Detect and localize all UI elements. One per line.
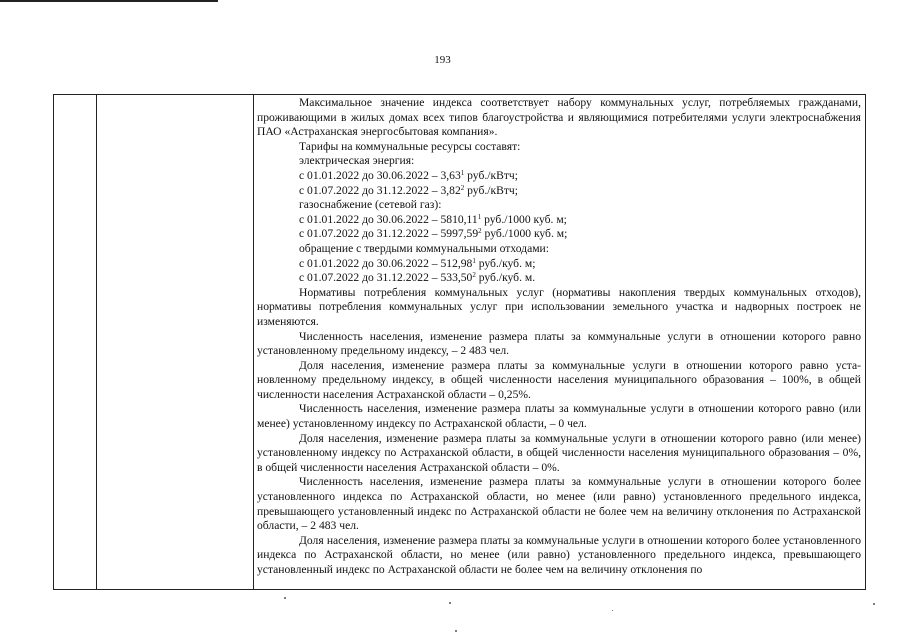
gas-tariff-h2: с 01.07.2022 до 31.12.2022 – 5997,59$^2$ руб./1000 куб. м; — [299, 227, 568, 241]
electricity-label: электрическая энергия: — [299, 154, 415, 168]
tariffs-intro: Тарифы на коммунальные ресурсы составят: — [299, 139, 521, 153]
share-equal-paragraph: Доля населения, изменение размера платы за коммунальные услуги в отношении которого равно установленному предельному индексу, в общей численности населения муниципального образования – 100%, в общей численности населения Астраханской области – 0,25%. — [257, 358, 861, 401]
scan-speck — [284, 597, 286, 599]
scan-speck — [455, 630, 457, 632]
population-above-paragraph: Численность населения, изменение размера платы за коммунальные услуги в отношении которого более установленного индекса по Астраханской области, но менее (или равно) установленного предельного индекса, превышающего установленный индекс по Астраханской области не более чем на величину отклонения по Астраханской области, – 2 483 чел. — [257, 475, 861, 533]
page-number: 193 — [434, 54, 451, 66]
waste-label: обращение с твердыми коммунальными отходами: — [299, 241, 549, 255]
norms-paragraph: Нормативы потребления коммунальных услуг (нормативы накопления твердых коммунальных отходов), нормативы потребления коммунальных услуг при использовании земельного участка и надворных построек не изменяются. — [257, 285, 861, 328]
share-above-paragraph: Доля населения, изменение размера платы за коммунальные услуги в отношении которого более установленного индекса по Астраханской области, но менее (или равно) установленного предельного индекса, превышающего установленный индекс по Астраханской области не более чем на величину отклонения по — [257, 533, 861, 576]
gas-label: газоснабжение (сетевой газ): — [299, 198, 442, 212]
column-divider — [253, 95, 254, 589]
scan-speck — [612, 610, 613, 611]
max-index-paragraph: Максимальное значение индекса соответствует набору коммунальных услуг, потребляемых гражданами, проживающими в жилых домах всех типов благоустройства и являющимися потребителями услуги электроснабжения ПАО «Астраханская энергосбытовая компания». — [257, 96, 861, 139]
scan-speck — [873, 603, 875, 605]
share-regional-paragraph: Доля населения, изменение размера платы за коммунальные услуги в отношении которого равно (или менее) установленному индексу по Астраханской области, в общей численности населения муниципального образования – 0%, в общей численности населения Астраханской области – 0%. — [257, 431, 861, 474]
document-table — [53, 94, 866, 590]
electricity-tariff-h2: с 01.07.2022 до 31.12.2022 – 3,82$^2$ руб./кВтч; — [299, 183, 518, 197]
population-regional-paragraph: Численность населения, изменение размера платы за коммунальные услуги в отношении которого равно (или менее) установленному индексу по Астраханской области, – 0 чел. — [257, 402, 861, 431]
table-content-cell — [257, 96, 861, 578]
scan-speck — [449, 602, 451, 604]
gas-tariff-h1: с 01.01.2022 до 30.06.2022 – 5810,11$^1$ руб./1000 куб. м; — [299, 212, 567, 226]
top-rule — [0, 0, 218, 2]
electricity-tariff-h1: с 01.01.2022 до 30.06.2022 – 3,63$^1$ руб./кВтч; — [299, 168, 518, 182]
column-divider — [96, 95, 97, 589]
waste-tariff-h2: с 01.07.2022 до 31.12.2022 – 533,50$^2$ руб./куб. м. — [299, 271, 536, 285]
waste-tariff-h1: с 01.01.2022 до 30.06.2022 – 512,98$^1$ руб./куб. м; — [299, 256, 536, 270]
population-equal-paragraph: Численность населения, изменение размера платы за коммунальные услуги в отношении которого равно установленному предельному индексу, – 2 483 чел. — [257, 329, 861, 358]
